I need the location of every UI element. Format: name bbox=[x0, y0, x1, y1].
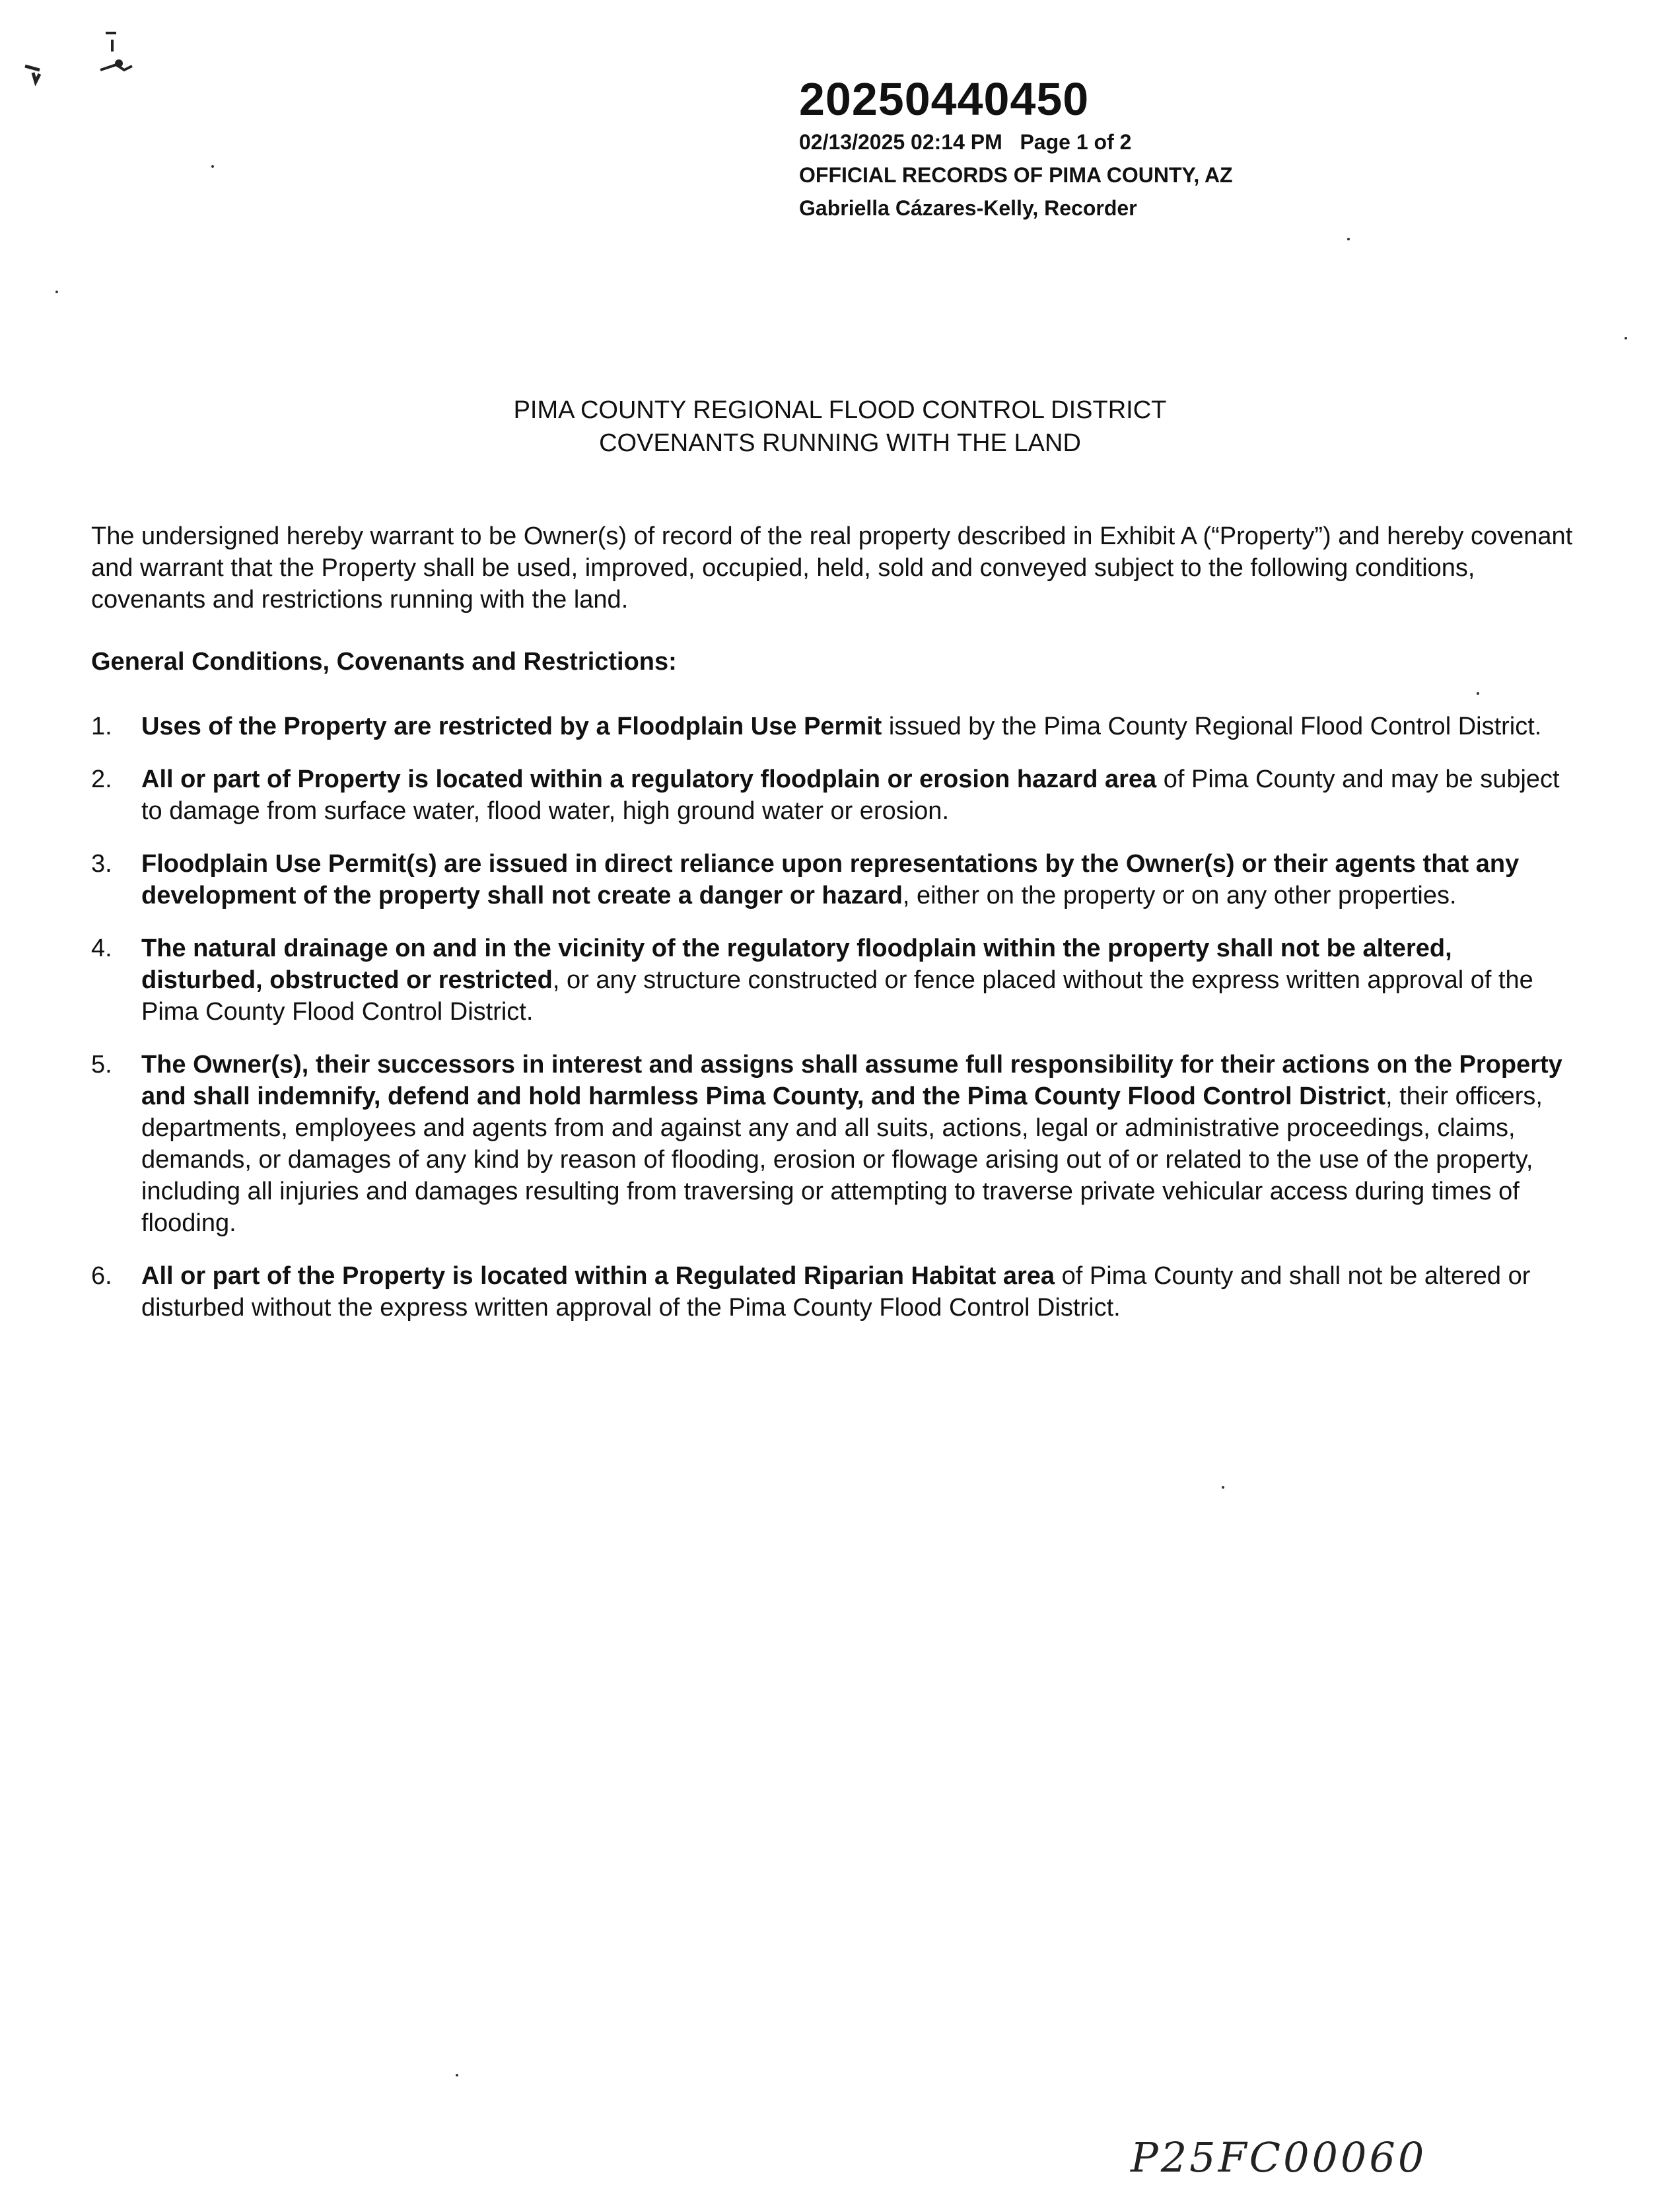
item-number: 2. bbox=[91, 765, 112, 793]
scan-speck bbox=[1625, 337, 1627, 339]
item-rest-text: of Pima County and may be subject to damage from surface water, flood water, high ground water or erosion. bbox=[141, 765, 1560, 825]
item-text bbox=[141, 933, 1577, 1028]
recording-office: OFFICIAL RECORDS OF PIMA COUNTY, AZ bbox=[799, 163, 1233, 187]
list-item bbox=[91, 848, 1577, 911]
item-text bbox=[141, 711, 1577, 742]
item-bold-text: All or part of the Property is located within a Regulated Riparian Habitat area bbox=[141, 1262, 1055, 1290]
scan-speck bbox=[456, 2074, 458, 2076]
conditions-list bbox=[91, 711, 1577, 1345]
list-item bbox=[91, 711, 1577, 742]
item-rest-text: of Pima County and shall not be altered or disturbed without the express written approval of the Pima County Flood Control District. bbox=[141, 1262, 1531, 1322]
item-number: 1. bbox=[91, 713, 112, 740]
item-bold-text: Uses of the Property are restricted by a Floodplain Use Permit bbox=[141, 713, 882, 740]
scan-speck bbox=[1477, 692, 1479, 695]
item-bold-text: All or part of Property is located within a regulatory floodplain or erosion hazard area bbox=[141, 765, 1157, 793]
item-rest-text: , either on the property or on any other properties. bbox=[902, 882, 1457, 909]
recording-recorder: Gabriella Cázares-Kelly, Recorder bbox=[799, 196, 1137, 220]
recording-stamp bbox=[799, 73, 1393, 225]
item-bold-text: Floodplain Use Permit(s) are issued in direct reliance upon representations by the Owner(s) or their agents that any development of the property shall not create a danger or hazard bbox=[141, 850, 1520, 909]
item-number: 6. bbox=[91, 1262, 112, 1290]
item-number: 5. bbox=[91, 1051, 112, 1079]
item-bold-text: The natural drainage on and in the vicinity of the regulatory floodplain within the property shall not be altered, disturbed, obstructed or restricted bbox=[141, 935, 1452, 994]
list-item bbox=[91, 1260, 1577, 1324]
item-text bbox=[141, 1260, 1577, 1324]
handwritten-permit-number: P25FC00060 bbox=[1131, 2133, 1427, 2181]
scan-speck bbox=[55, 291, 58, 293]
item-rest-text: , their officers, departments, employees and agents from and against any and all suits, actions, legal or administrative proceedings, claims, demands, or damages of any kind by reason of flooding, erosion or flowage arising out of or related to the use of the property, including all injuries and damages resulting from traversing or attempting to traverse private vehicular access during times of flooding. bbox=[141, 1082, 1543, 1237]
item-number: 3. bbox=[91, 850, 112, 878]
recording-datetime: 02/13/2025 02:14 PM Page 1 of 2 bbox=[799, 130, 1132, 154]
item-text bbox=[141, 1049, 1577, 1239]
intro-paragraph: The undersigned hereby warrant to be Owner(s) of record of the real property described in Exhibit A (“Property”) and hereby covenant and warrant that the Property shall be used, improved, occupied, held, sold and conveyed subject to the following conditions, covenants and restrictions running with the land. bbox=[91, 522, 1573, 614]
item-number: 4. bbox=[91, 935, 112, 962]
recording-number: 20250440450 bbox=[799, 73, 1090, 125]
list-item bbox=[91, 763, 1577, 827]
section-heading: General Conditions, Covenants and Restrictions: bbox=[91, 648, 677, 676]
scan-artifact-icon bbox=[13, 13, 145, 86]
item-rest-text: , or any structure constructed or fence placed without the express written approval of the Pima County Flood Control District. bbox=[141, 966, 1533, 1026]
document-title bbox=[0, 394, 1680, 460]
item-text bbox=[141, 763, 1577, 827]
title-line-2: COVENANTS RUNNING WITH THE LAND bbox=[599, 429, 1081, 457]
item-rest-text: issued by the Pima County Regional Flood Control District. bbox=[882, 713, 1542, 740]
title-line-1: PIMA COUNTY REGIONAL FLOOD CONTROL DISTRICT bbox=[513, 396, 1167, 424]
item-bold-text: The Owner(s), their successors in interest and assigns shall assume full responsibility for their actions on the Property and shall indemnify, defend and hold harmless Pima County, and the Pima County Flood Control District bbox=[141, 1051, 1562, 1110]
list-item bbox=[91, 933, 1577, 1028]
item-text bbox=[141, 848, 1577, 911]
scan-speck bbox=[211, 165, 214, 168]
scan-speck bbox=[1347, 238, 1350, 240]
list-item bbox=[91, 1049, 1577, 1239]
scan-speck bbox=[1222, 1486, 1224, 1489]
